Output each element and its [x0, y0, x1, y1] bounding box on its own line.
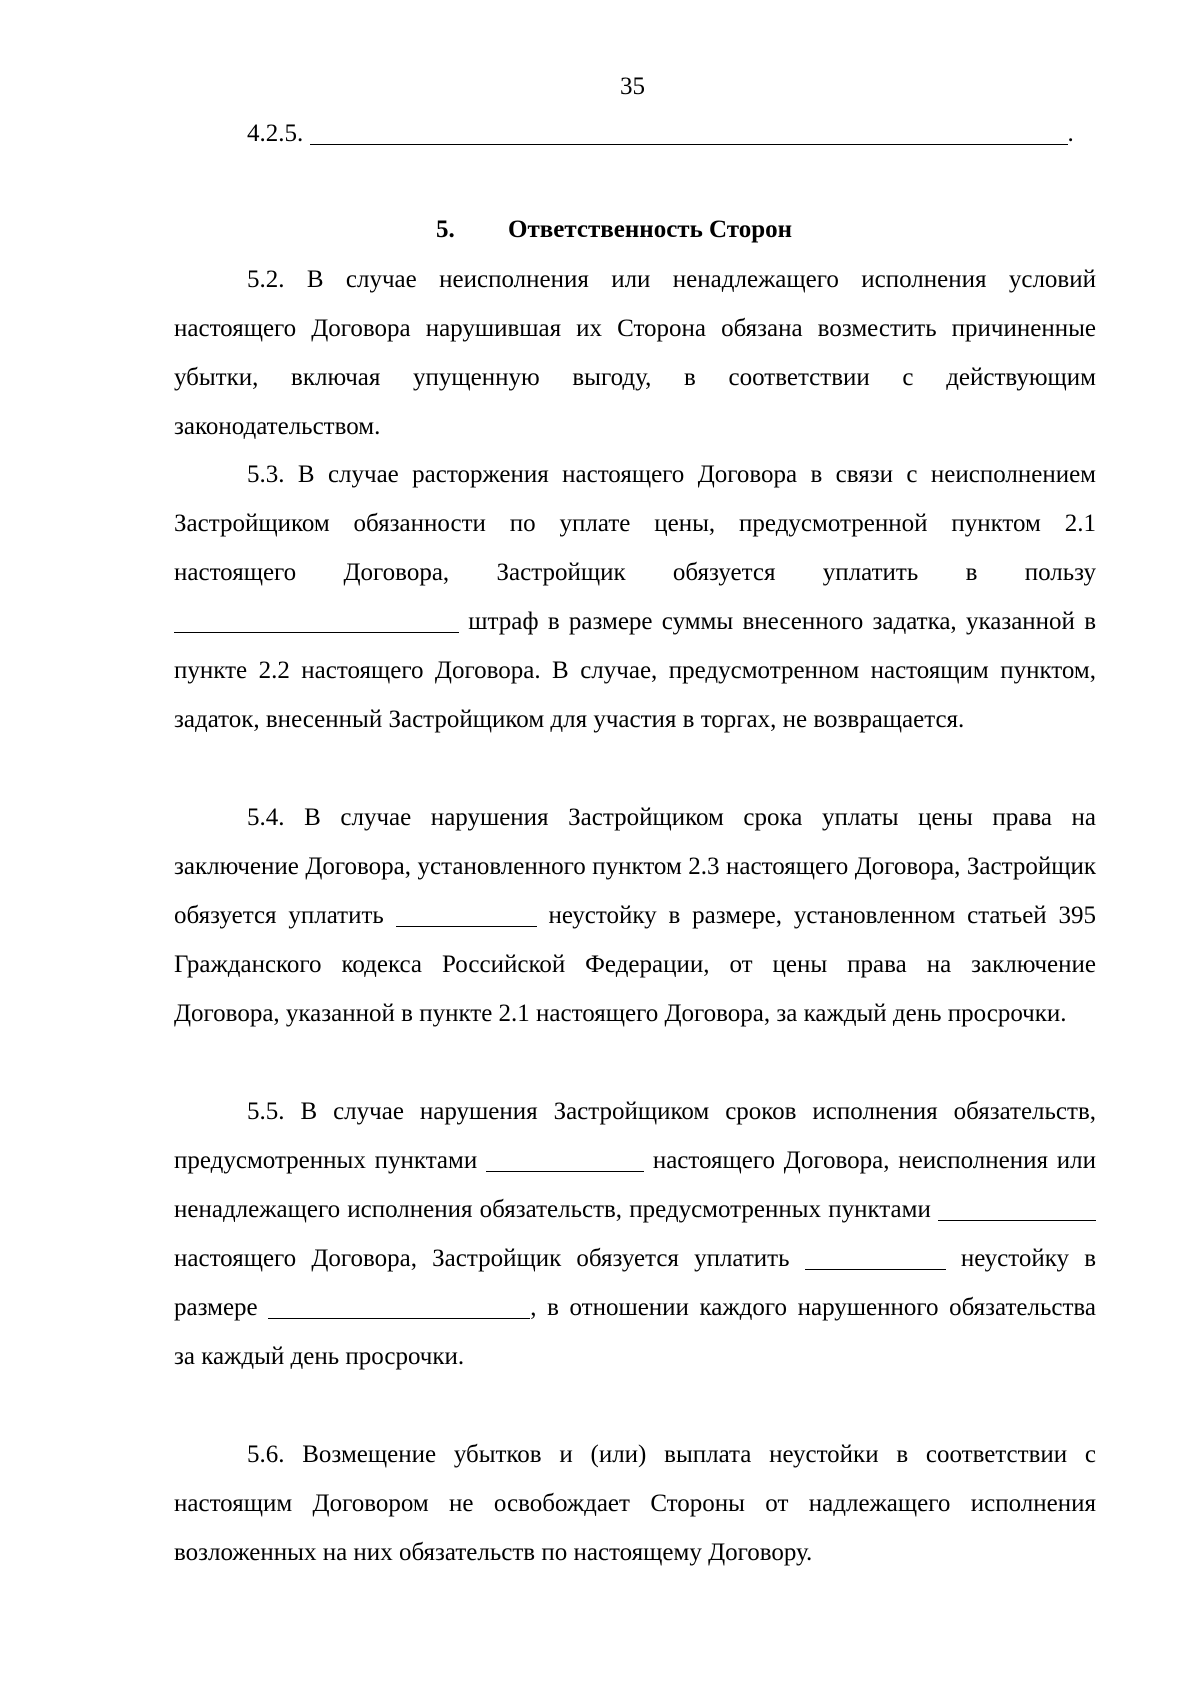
- clause-5-5-part5: , в отношении каждого нарушенного обязательства за каждый день просрочки.: [174, 1294, 1096, 1370]
- item-4-2-5: [247, 114, 1074, 154]
- clause-5-3-blank-party[interactable]: [174, 607, 459, 633]
- clause-5-5: [174, 1087, 1096, 1381]
- item-4-2-5-end: .: [1067, 120, 1074, 147]
- section-number: 5.: [436, 216, 455, 243]
- clause-5-3: [174, 450, 1096, 744]
- clause-5-5-blank-party[interactable]: [805, 1244, 946, 1270]
- clause-5-6: [174, 1430, 1096, 1577]
- clause-5-3-part2: штраф в размере суммы внесенного задатка, указанной в пункте 2.2 настоящего Договора. В случае, предусмотренном настоящим пунктом, задаток, внесенный Застройщиком для участия в торгах, не возвращается.: [174, 608, 1096, 733]
- clause-5-2: [174, 255, 1096, 451]
- item-4-2-5-number: 4.2.5.: [247, 120, 304, 147]
- section-title: Ответственность Сторон: [508, 216, 793, 243]
- clause-5-4-part2: неустойку в размере, установленном статьей 395 Гражданского кодекса Российской Федерации, от цены права на заключение Договора, указанной в пункте 2.1 настоящего Договора, за каждый день просрочки.: [174, 902, 1096, 1027]
- page-number: 35: [620, 73, 645, 100]
- clause-5-3-part1: 5.3. В случае расторжения настоящего Договора в связи с неисполнением Застройщиком обязанности по уплате цены, предусмотренной пунктом 2.1 настоящего Договора, Застройщик обязуется уплатить в пользу: [174, 461, 1096, 586]
- clause-5-4-blank-party[interactable]: [396, 901, 537, 927]
- clause-5-5-blank-items-1[interactable]: [486, 1146, 644, 1172]
- clause-5-5-part1: 5.5. В случае нарушения Застройщиком сроков исполнения обязательств, предусмотренных пунктами: [174, 1098, 1096, 1174]
- clause-5-4-part1: 5.4. В случае нарушения Застройщиком срока уплаты цены права на заключение Договора, установленного пунктом 2.3 настоящего Договора, Застройщик обязуется уплатить: [174, 804, 1096, 929]
- clause-5-6-text: 5.6. Возмещение убытков и (или) выплата неустойки в соответствии с настоящим Договором не освобождает Стороны от надлежащего исполнения возложенных на них обязательств по настоящему Договору.: [174, 1441, 1096, 1566]
- clause-5-4: [174, 793, 1096, 1038]
- clause-5-5-part4: неустойку в размере: [174, 1245, 1096, 1321]
- clause-5-2-text: 5.2. В случае неисполнения или ненадлежащего исполнения условий настоящего Договора нарушившая их Сторона обязана возместить причиненные убытки, включая упущенную выгоду, в соответствии с действующим законодательством.: [174, 266, 1096, 440]
- item-4-2-5-blank[interactable]: [310, 119, 1068, 145]
- clause-5-5-blank-amount[interactable]: [268, 1293, 530, 1319]
- clause-5-5-blank-items-2[interactable]: [938, 1195, 1096, 1221]
- clause-5-5-part3: настоящего Договора, Застройщик обязуется уплатить: [174, 1245, 790, 1272]
- clause-5-5-part2: настоящего Договора, неисполнения или ненадлежащего исполнения обязательств, предусмотренных пунктами: [174, 1147, 1096, 1223]
